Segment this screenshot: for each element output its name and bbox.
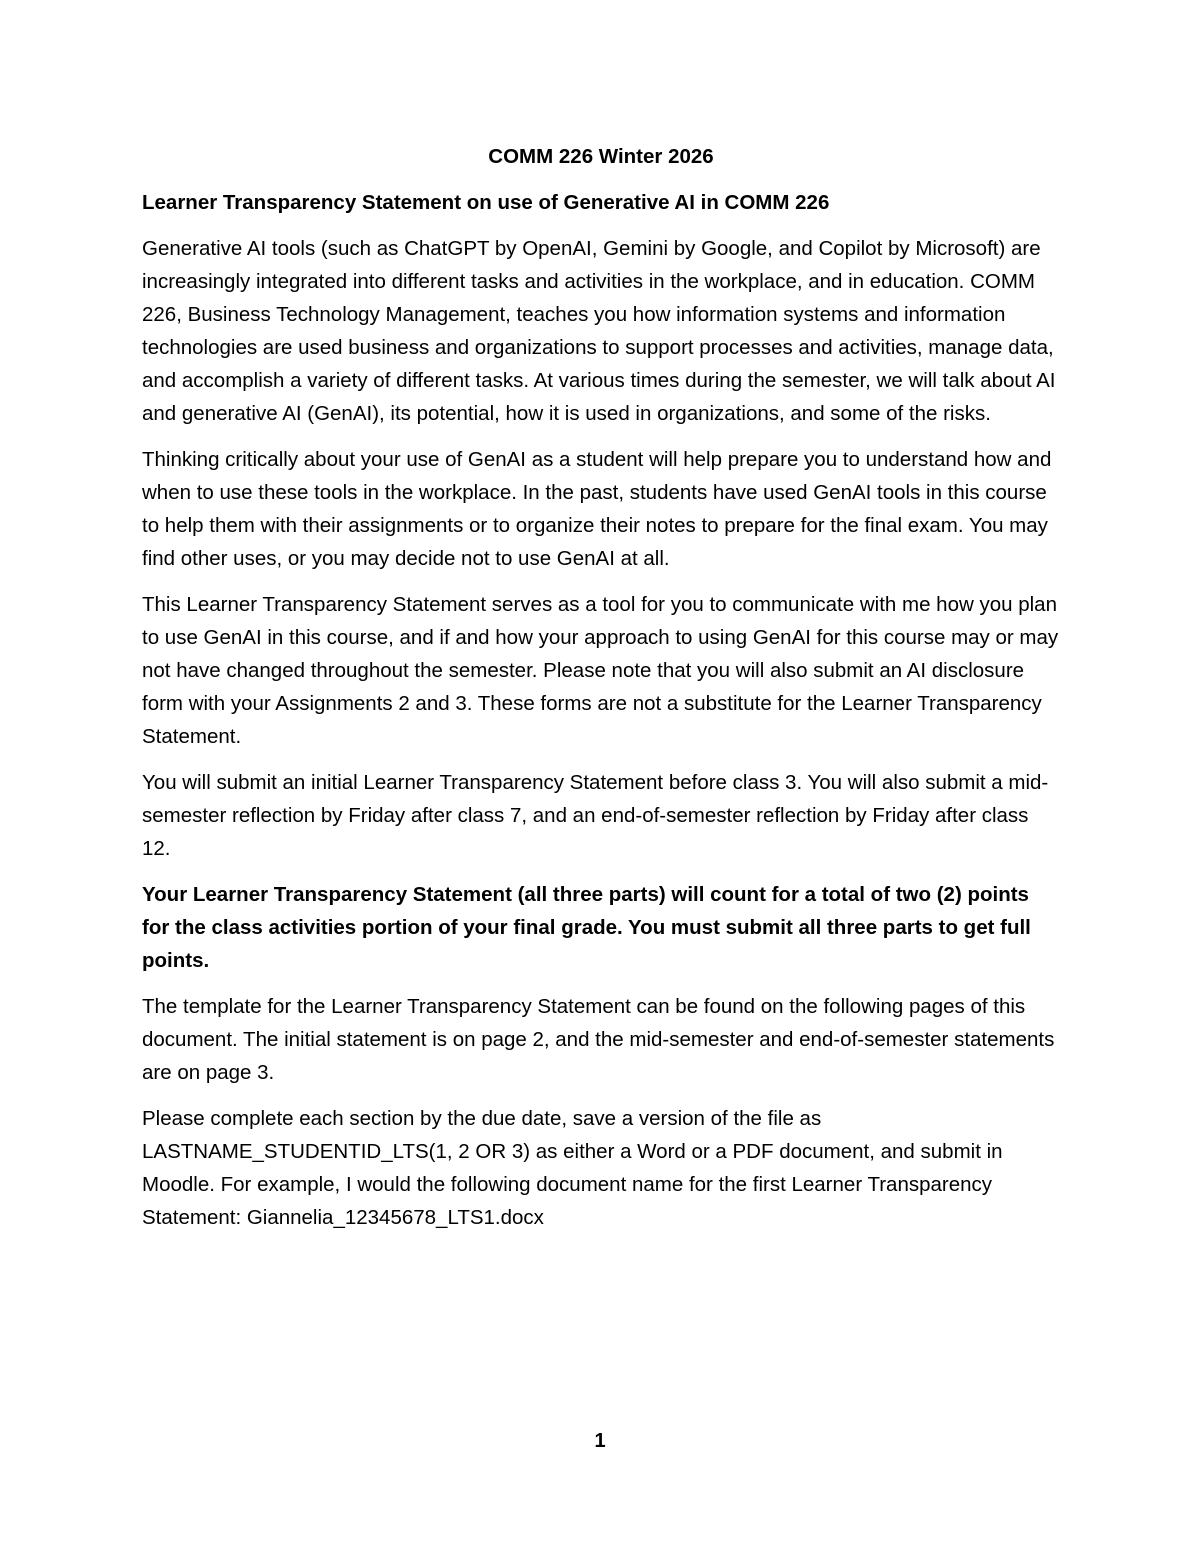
grading-notice: Your Learner Transparency Statement (all three parts) will count for a total of two (2) points for the class activities portion of your final grade. You must submit all three parts to get full points.: [142, 883, 1031, 972]
course-title: COMM 226 Winter 2026: [488, 145, 714, 168]
critical-thinking-paragraph: Thinking critically about your use of GenAI as a student will help prepare you to understand how and when to use these tools in the workplace. In the past, students have used GenAI tools in this course to help them with their assignments or to organize their notes to prepare for the final exam. You may find other uses, or you may decide not to use GenAI at all.: [142, 448, 1052, 570]
statement-heading: Learner Transparency Statement on use of Generative AI in COMM 226: [142, 191, 830, 214]
intro-paragraph: Generative AI tools (such as ChatGPT by OpenAI, Gemini by Google, and Copilot by Microsoft) are increasingly integrated into different tasks and activities in the workplace, and in education. COMM 226, Business Technology Management, teaches you how information systems and information technologies are used business and organizations to support processes and activities, manage data, and accomplish a variety of different tasks. At various times during the semester, we will talk about AI and generative AI (GenAI), its potential, how it is used in organizations, and some of the risks.: [142, 237, 1056, 425]
schedule-paragraph: You will submit an initial Learner Transparency Statement before class 3. You will also submit a mid-semester reflection by Friday after class 7, and an end-of-semester reflection by Friday after class 12.: [142, 771, 1049, 860]
page-number: 1: [594, 1430, 606, 1452]
purpose-paragraph: This Learner Transparency Statement serves as a tool for you to communicate with me how you plan to use GenAI in this course, and if and how your approach to using GenAI for this course may or may not have changed throughout the semester. Please note that you will also submit an AI disclosure form with your Assignments 2 and 3. These forms are not a substitute for the Learner Transparency Statement.: [142, 593, 1059, 748]
template-location-paragraph: The template for the Learner Transparency Statement can be found on the following pages of this document. The initial statement is on page 2, and the mid-semester and end-of-semester statements are on page 3.: [142, 995, 1055, 1084]
submission-instructions-paragraph: Please complete each section by the due date, save a version of the file as LASTNAME_STUDENTID_LTS(1, 2 OR 3) as either a Word or a PDF document, and submit in Moodle. For example, I would the following document name for the first Learner Transparency Statement: Giannelia_12345678_LTS1.docx: [142, 1107, 1003, 1229]
page-content: [142, 140, 1060, 1247]
